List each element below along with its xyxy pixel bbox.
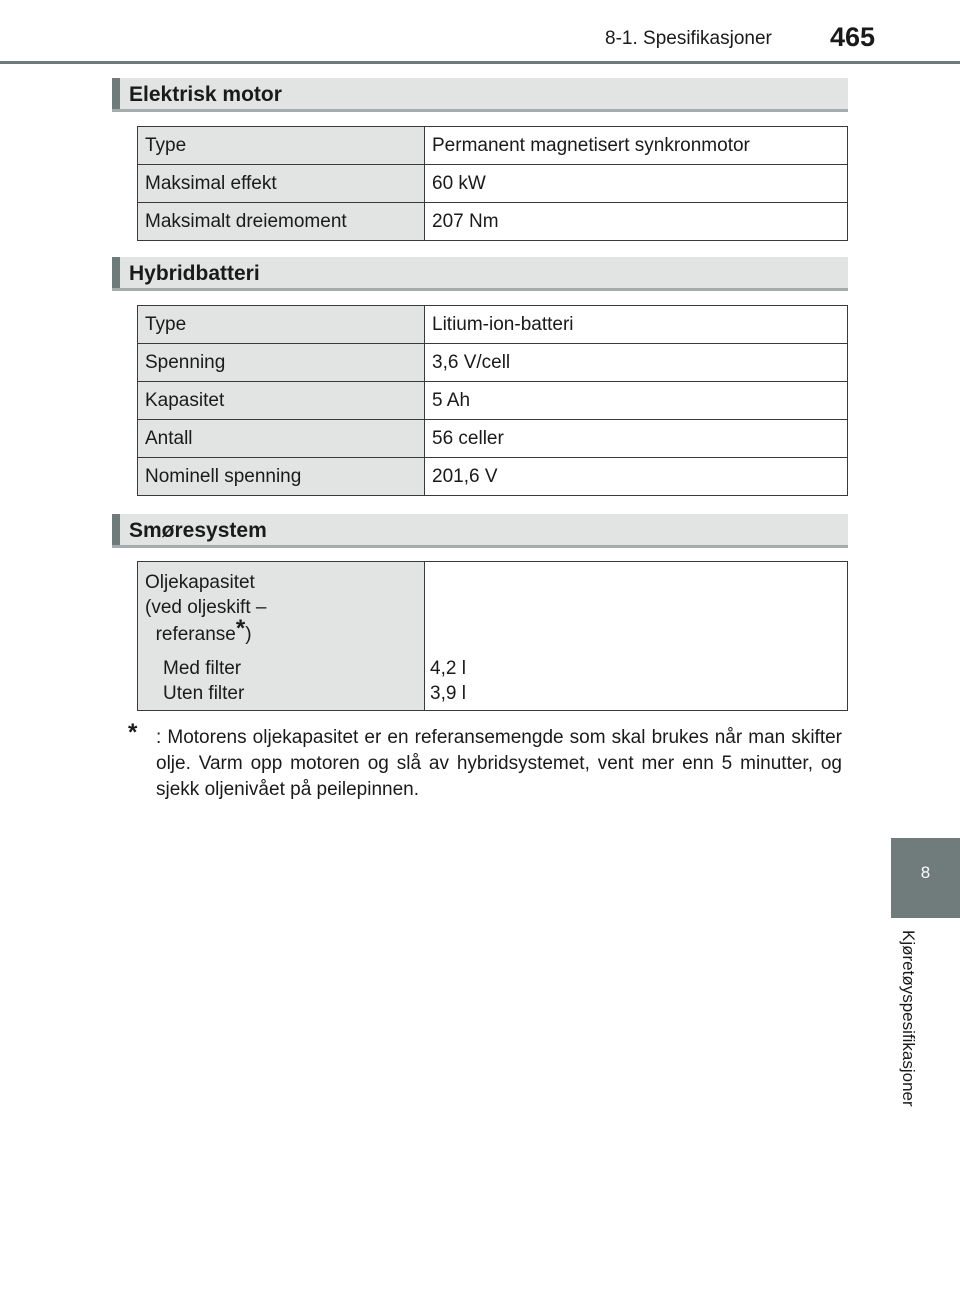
spec-key: Spenning (138, 344, 425, 382)
filter-values (430, 656, 466, 706)
spec-key: Type (138, 306, 425, 344)
without-filter-label: Uten filter (163, 683, 245, 704)
spec-key: Antall (138, 420, 425, 458)
oil-capacity-label-line1: Oljekapasitet (145, 572, 255, 593)
electric-motor-heading (112, 78, 848, 112)
hybrid-battery-heading (112, 257, 848, 291)
electric-motor-title: Elektrisk motor (129, 83, 282, 106)
spec-key: Maksimal effekt (138, 165, 425, 203)
spec-value: 60 kW (425, 165, 848, 203)
spec-key: Kapasitet (138, 382, 425, 420)
closing-paren: ) (245, 624, 252, 645)
table-row (138, 344, 848, 382)
spec-key: Maksimalt dreiemoment (138, 203, 425, 241)
filter-labels (163, 656, 244, 706)
spec-key: Nominell spenning (138, 458, 425, 496)
without-filter-value: 3,9 l (430, 683, 466, 704)
page-number: 465 (830, 22, 876, 52)
footnote-asterisk: * (128, 719, 138, 746)
table-row (138, 420, 848, 458)
oil-capacity-label-cell (138, 562, 425, 710)
heading-accent-bar (112, 257, 120, 288)
oil-capacity-label (145, 570, 266, 647)
table-row (138, 306, 848, 344)
with-filter-label: Med filter (163, 658, 242, 679)
with-filter-value: 4,2 l (430, 658, 466, 679)
asterisk-mark: * (235, 615, 246, 642)
table-row (138, 203, 848, 241)
table-row (138, 165, 848, 203)
heading-accent-bar (112, 78, 120, 109)
page-header (0, 0, 960, 64)
spec-key: Type (138, 127, 425, 165)
table-row (138, 127, 848, 165)
chapter-side-label (898, 930, 920, 1140)
table-row (138, 458, 848, 496)
spec-value: 207 Nm (425, 203, 848, 241)
spec-value: Permanent magnetisert synkronmotor (425, 127, 848, 165)
chapter-tab[interactable] (891, 838, 960, 918)
oil-capacity-label-line2: (ved oljeskift – (145, 597, 267, 618)
hybrid-battery-table (137, 305, 848, 496)
hybrid-battery-title: Hybridbatteri (129, 262, 260, 285)
heading-accent-bar (112, 514, 120, 545)
spec-value: 56 celler (425, 420, 848, 458)
spec-value: 3,6 V/cell (425, 344, 848, 382)
chapter-label-text: Kjøretøyspesifikasjoner (899, 930, 918, 1107)
header-divider (0, 61, 960, 64)
oil-capacity-label-line3 (145, 615, 266, 647)
section-title: 8-1. Spesifikasjoner (605, 28, 772, 49)
oil-capacity-table (137, 561, 848, 711)
reference-word: referanse (155, 624, 236, 645)
chapter-number: 8 (920, 863, 931, 882)
footnote-text: : Motorens oljekapasitet er en referansemengde som skal brukes når man skifter olje. Varm opp motoren og slå av hybridsystemet, vent mer enn 5 minutter, og sjekk oljenivået på peilepinnen. (156, 727, 842, 800)
spec-value: Litium-ion-batteri (425, 306, 848, 344)
spec-value: 201,6 V (425, 458, 848, 496)
lubrication-heading (112, 514, 848, 548)
spec-value: 5 Ah (425, 382, 848, 420)
lubrication-title: Smøresystem (129, 519, 267, 542)
table-row (138, 382, 848, 420)
electric-motor-table (137, 126, 848, 241)
